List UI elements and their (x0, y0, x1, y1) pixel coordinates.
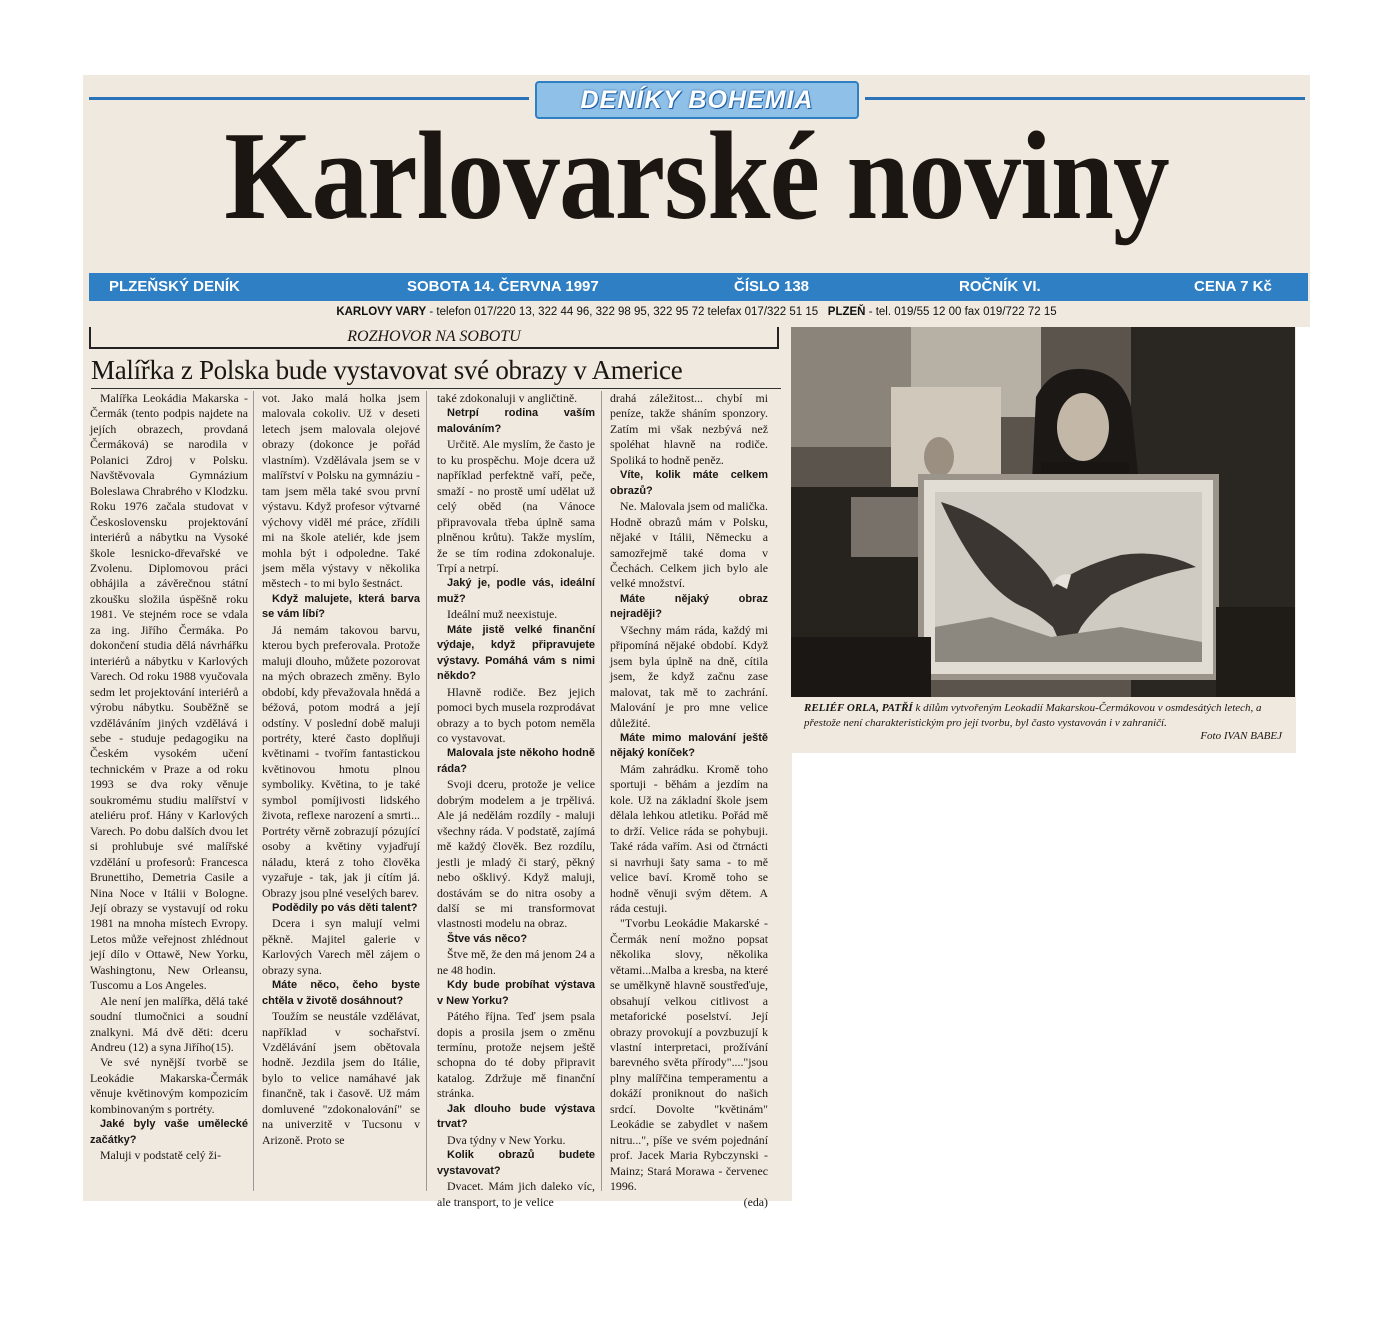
body-paragraph: Dvacet. Mám jich daleko víc, ale transport, to je velice (437, 1179, 595, 1209)
article-headline: Malířka z Polska bude vystavovat své obrazy v Americe (91, 355, 683, 385)
photo-caption (804, 701, 1284, 730)
interview-question: Víte, kolik máte celkem obrazů? (610, 469, 768, 497)
body-paragraph: také zdokonaluji v angličtině. (437, 391, 578, 405)
article-column-2 (262, 391, 420, 1148)
edition-name: PLZEŇSKÝ DENÍK (109, 278, 240, 295)
issue-number: ČÍSLO 138 (734, 278, 810, 295)
photo-credit: Foto IVAN BABEJ (1200, 730, 1282, 742)
issue-date: SOBOTA 14. ČERVNA 1997 (407, 278, 599, 295)
body-paragraph: Ideální muž neexistuje. (447, 607, 558, 622)
article-column-4 (610, 391, 768, 1210)
body-paragraph: Všechny mám ráda, každý mi připomíná nějaké období. Když jsem byla úplně na dně, cítila jsem, že když začnu zase malovat, tak mě to zachrání. Malování je pro mne velice důležité. (610, 622, 768, 730)
photo-panel (790, 327, 1296, 753)
body-paragraph: Dcera i syn malují velmi pěkně. Majitel galerie v Karlových Varech měl zájem o obrazy syna. (262, 916, 420, 977)
body-paragraph: Ne. Malovala jsem od malička. Hodně obrazů mám v Polsku, nějaké v Itálii, Německu a samozřejmě také doma v Čechách. Celkem jich bylo ale velké množství. (610, 499, 769, 591)
interview-question: Netrpí rodina vaším malováním? (437, 407, 595, 435)
body-paragraph: Svoji dceru, protože je velice dobrým modelem a je trpělivá. Ale já nedělám rozdíly - maluji všechny ráda. V podstatě, zajímá mě každý člověk. Bez rozdílu, jestli je mladý či starý, pěkný nebo ošklivý. Když maluji, dostávám se do nitra osoby a další se mi transformovat vlastnosti modelu na obraz. (437, 777, 595, 931)
body-paragraph: Hlavně rodiče. Bez jejich pomoci bych musela rozprodávat obrazy a to bych potom neměla co vystavovat. (437, 684, 595, 745)
body-paragraph: drahá záležitost... chybí mi peníze, takže sháním sponzory. Zatím mi však nezbývá než spoléhat hlavně na rodiče. Spoliká to hodně peněz. (610, 391, 768, 467)
interview-question: Máte jistě velké finanční výdaje, když připravujete výstavy. Pomáhá vám s nimi někdo? (437, 623, 595, 683)
photo-illustration (791, 327, 1295, 697)
interview-question: Malovala jste někoho hodně ráda? (437, 747, 595, 775)
body-paragraph: Já nemám takovou barvu, kterou bych preferovala. Protože maluji dlouho, můžete pozorovat na mých obrazech změny. Bylo období, kdy převažovala hnědá a béžová, potom modrá a její odstíny. V poslední době maluji portréty, které často doplňuji květinami - tvořím fantastickou květinovou hmotu plnou symboliky. Květina, to je také symbol pomíjivosti lidského života, reflexe narození a smrti... Portréty věrně zobrazují pózující osoby a květiny vyjadřují náladu, která z toho člověka vyzařuje - tak, jak ji cítím já. Obrazy jsou plné veselých barev. (262, 622, 420, 900)
interview-question: Jak dlouho bude výstava trvat? (437, 1102, 595, 1131)
interview-question: Máte něco, čeho byste chtěla v životě dosáhnout? (262, 979, 420, 1007)
body-paragraph: Určitě. Ale myslím, že často je to ku prospěchu. Moje dcera už například perfektně vaří, peče, smaží - no prostě umí udělat už celý oběd (na Vánoce připravovala třeba úplně sama plněnou krůtu). Takže myslím, že se tím rodina zdokonaluje. Trpí a netrpí. (437, 437, 595, 575)
article-column-1 (90, 391, 248, 1164)
masthead (83, 75, 1310, 327)
author-initials: (eda) (743, 1194, 768, 1209)
artist-photo (791, 327, 1295, 697)
interview-question: Jaký je, podle vás, ideální muž? (437, 577, 595, 605)
volume-number: ROČNÍK VI. (959, 278, 1041, 295)
contact-line (83, 306, 1310, 318)
body-paragraph: "Tvorbu Leokádie Makarské - Čermák není možno popsat několika slovy, několika větami...Malba a kresba, na které se umělkyně hlavně soustřeďuje, obsahují velkou citlivost a metaforické poselství. Její obrazy provokují a povzbuzují k vlastní interpretaci, prožívání barevného světa přírody"...."jsou plny malířčina temperamentu a dokáží proniknout do našich srdcí. Dovolte "květinám" Leokádie se zabydlet v našem nitru...", píše ve svém pojednání prof. Jacek Maria Rybczynski - Mainz; Stará Morawa - červenec 1996. (610, 916, 768, 1194)
caption-text: k dílům vytvořeným Leokadií Makarskou-Čermákovou v osmdesátých letech, a přestože není charakteristickým pro její tvorbu, byl často vystavován i v zahraničí. (804, 702, 1262, 729)
column-divider (253, 391, 254, 1191)
column-divider (426, 391, 427, 1191)
body-paragraph: Toužím se neustále vzdělávat, například v sochařství. Vzdělávání jsem obětovala hodně. Jezdila jsem do Itálie, bylo to velice namáhavé jak finančně, tak i časově. Už mám domluvené "zdokonalování" se na univerzitě v Tucsonu v Arizoně. Proto se (262, 1009, 420, 1147)
interview-question: Máte mimo malování ještě nějaký koníček? (610, 731, 768, 760)
body-paragraph: Ve své nynější tvorbě se Leokádie Makarska-Čermák věnuje květinovým kompozicím kombinovaným s portréty. (90, 1055, 248, 1116)
newspaper-title: Karlovarské noviny (224, 107, 1169, 246)
contact-kv-label: KARLOVY VARY (336, 306, 427, 318)
interview-question: Kolik obrazů budete vystavovat? (437, 1149, 595, 1177)
interview-question: Jaké byly vaše umělecké začátky? (90, 1118, 248, 1146)
section-label: ROZHOVOR NA SOBOTU (89, 327, 779, 349)
body-paragraph: Mám zahrádku. Kromě toho sportuji - běhám a jezdím na kole. Už na základní škole jsem dělala lehkou atletiku. Pořád mě to drží. Velice ráda se pohybuji. Také ráda vařím. Asi od čtrnácti si navrhuji šaty sama - to mě velice baví. Kromě toho se hodně věnuji svým dětem. A ráda cestuji. (610, 761, 768, 915)
interview-question: Máte nějaký obraz nejraději? (610, 592, 768, 621)
contact-kv: - telefon 017/220 13, 322 44 96, 322 98 95, 322 95 72 telefax 017/322 51 15 (429, 306, 819, 318)
body-paragraph: Malířka Leokádia Makarska - Čermák (tento podpis najdete na jejích obrazech, provdaná Čermáková) se narodila v Polanici Zdroj v Polsku. Navštěvovala Gymnázium Boleslawa Chrabrého v Klodzku. Roku 1976 začala studovat v Československu projektování interiérů a nábytku na Vysoké škole lesnicko-dřevařské ve Zvolenu. Diplomovou práci obhájila a závěrečnou státní zkoušku složila úspěšně roku 1981. Ve stejném roce se vdala za ing. Jiřího Čermáka. Po dokončení studia dělá návrhářku interiérů a nábytku v Karlových Varech. Od roku 1988 vyučovala sedm let projektování interiérů a výrobu nábytku. Souběžně se vzděláváním jiných vzdělává i sebe - studuje pedagogiku na Českém vysokém učení technickém v Praze a od roku 1993 se dva roky věnuje soukromému studiu malířství v ateliéru prof. Hány v Karlových Varech. Po dobu dalších dvou let si prohlubuje své malířské vzdělání u profesorů: Francesca Brunettiho, Demetria Casile a Nina Noce v Itálii v Bologne. Její obrazy se vystavují od roku 1981 na mnoha místech Evropy. Letos může veřejnost zhlédnout její dílo v Ottawě, New Yorku, Washingtonu, New Orleansu, Tuscomu a Los Angeles. (90, 391, 248, 993)
interview-question: Podědily po vás děti talent? (272, 901, 418, 914)
body-paragraph: Ale není jen malířka, dělá také soudní tlumočnici a soudní znalkyni. Má dvě děti: dceru Andreu (12) a syna Jiřího(15). (90, 993, 248, 1055)
info-bar (89, 273, 1308, 301)
contact-plzen-label: PLZEŇ (827, 306, 866, 318)
article (83, 327, 792, 1209)
body-paragraph: Pátého října. Teď jsem psala dopis a prosila jsem o změnu termínu, protože nejsem ještě schopna do té doby připravit katalog. Zdržuje mě finanční stránka. (437, 1009, 595, 1101)
article-column-3 (437, 391, 595, 1210)
body-paragraph: Štve mě, že den má jenom 24 a ne 48 hodin. (437, 947, 596, 977)
interview-question: Kdy bude probíhat výstava v New Yorku? (437, 979, 595, 1007)
publisher-badge: DENÍKY BOHEMIA (535, 81, 859, 119)
interview-question: Štve vás něco? (447, 932, 528, 945)
interview-question: Když malujete, která barva se vám líbí? (262, 592, 420, 621)
body-paragraph: Maluji v podstatě celý ži- (100, 1148, 222, 1163)
contact-plzen: - tel. 019/55 12 00 fax 019/722 72 15 (868, 306, 1057, 318)
price: CENA 7 Kč (1194, 278, 1272, 295)
headline-rule (91, 388, 781, 389)
body-paragraph: vot. Jako malá holka jsem malovala cokoliv. Už v deseti letech jsem malovala olejové obrazy (dokonce je pořád vlastním). Vzdělávala jsem se v malířství v Polsku na gymnáziu - tam jsem měla také svou první výstavu. Když profesor výtvarné výchovy viděl mé práce, zřídili mi na škole ateliér, kde jsem mohla být i odpoledne. Také jsem měla výstavy v několika městech - to mi bylo šestnáct. (262, 391, 420, 591)
caption-lead: RELIÉF ORLA, PATŘÍ (804, 702, 913, 714)
column-divider (601, 391, 602, 1191)
body-paragraph: Dva týdny v New Yorku. (447, 1132, 566, 1147)
